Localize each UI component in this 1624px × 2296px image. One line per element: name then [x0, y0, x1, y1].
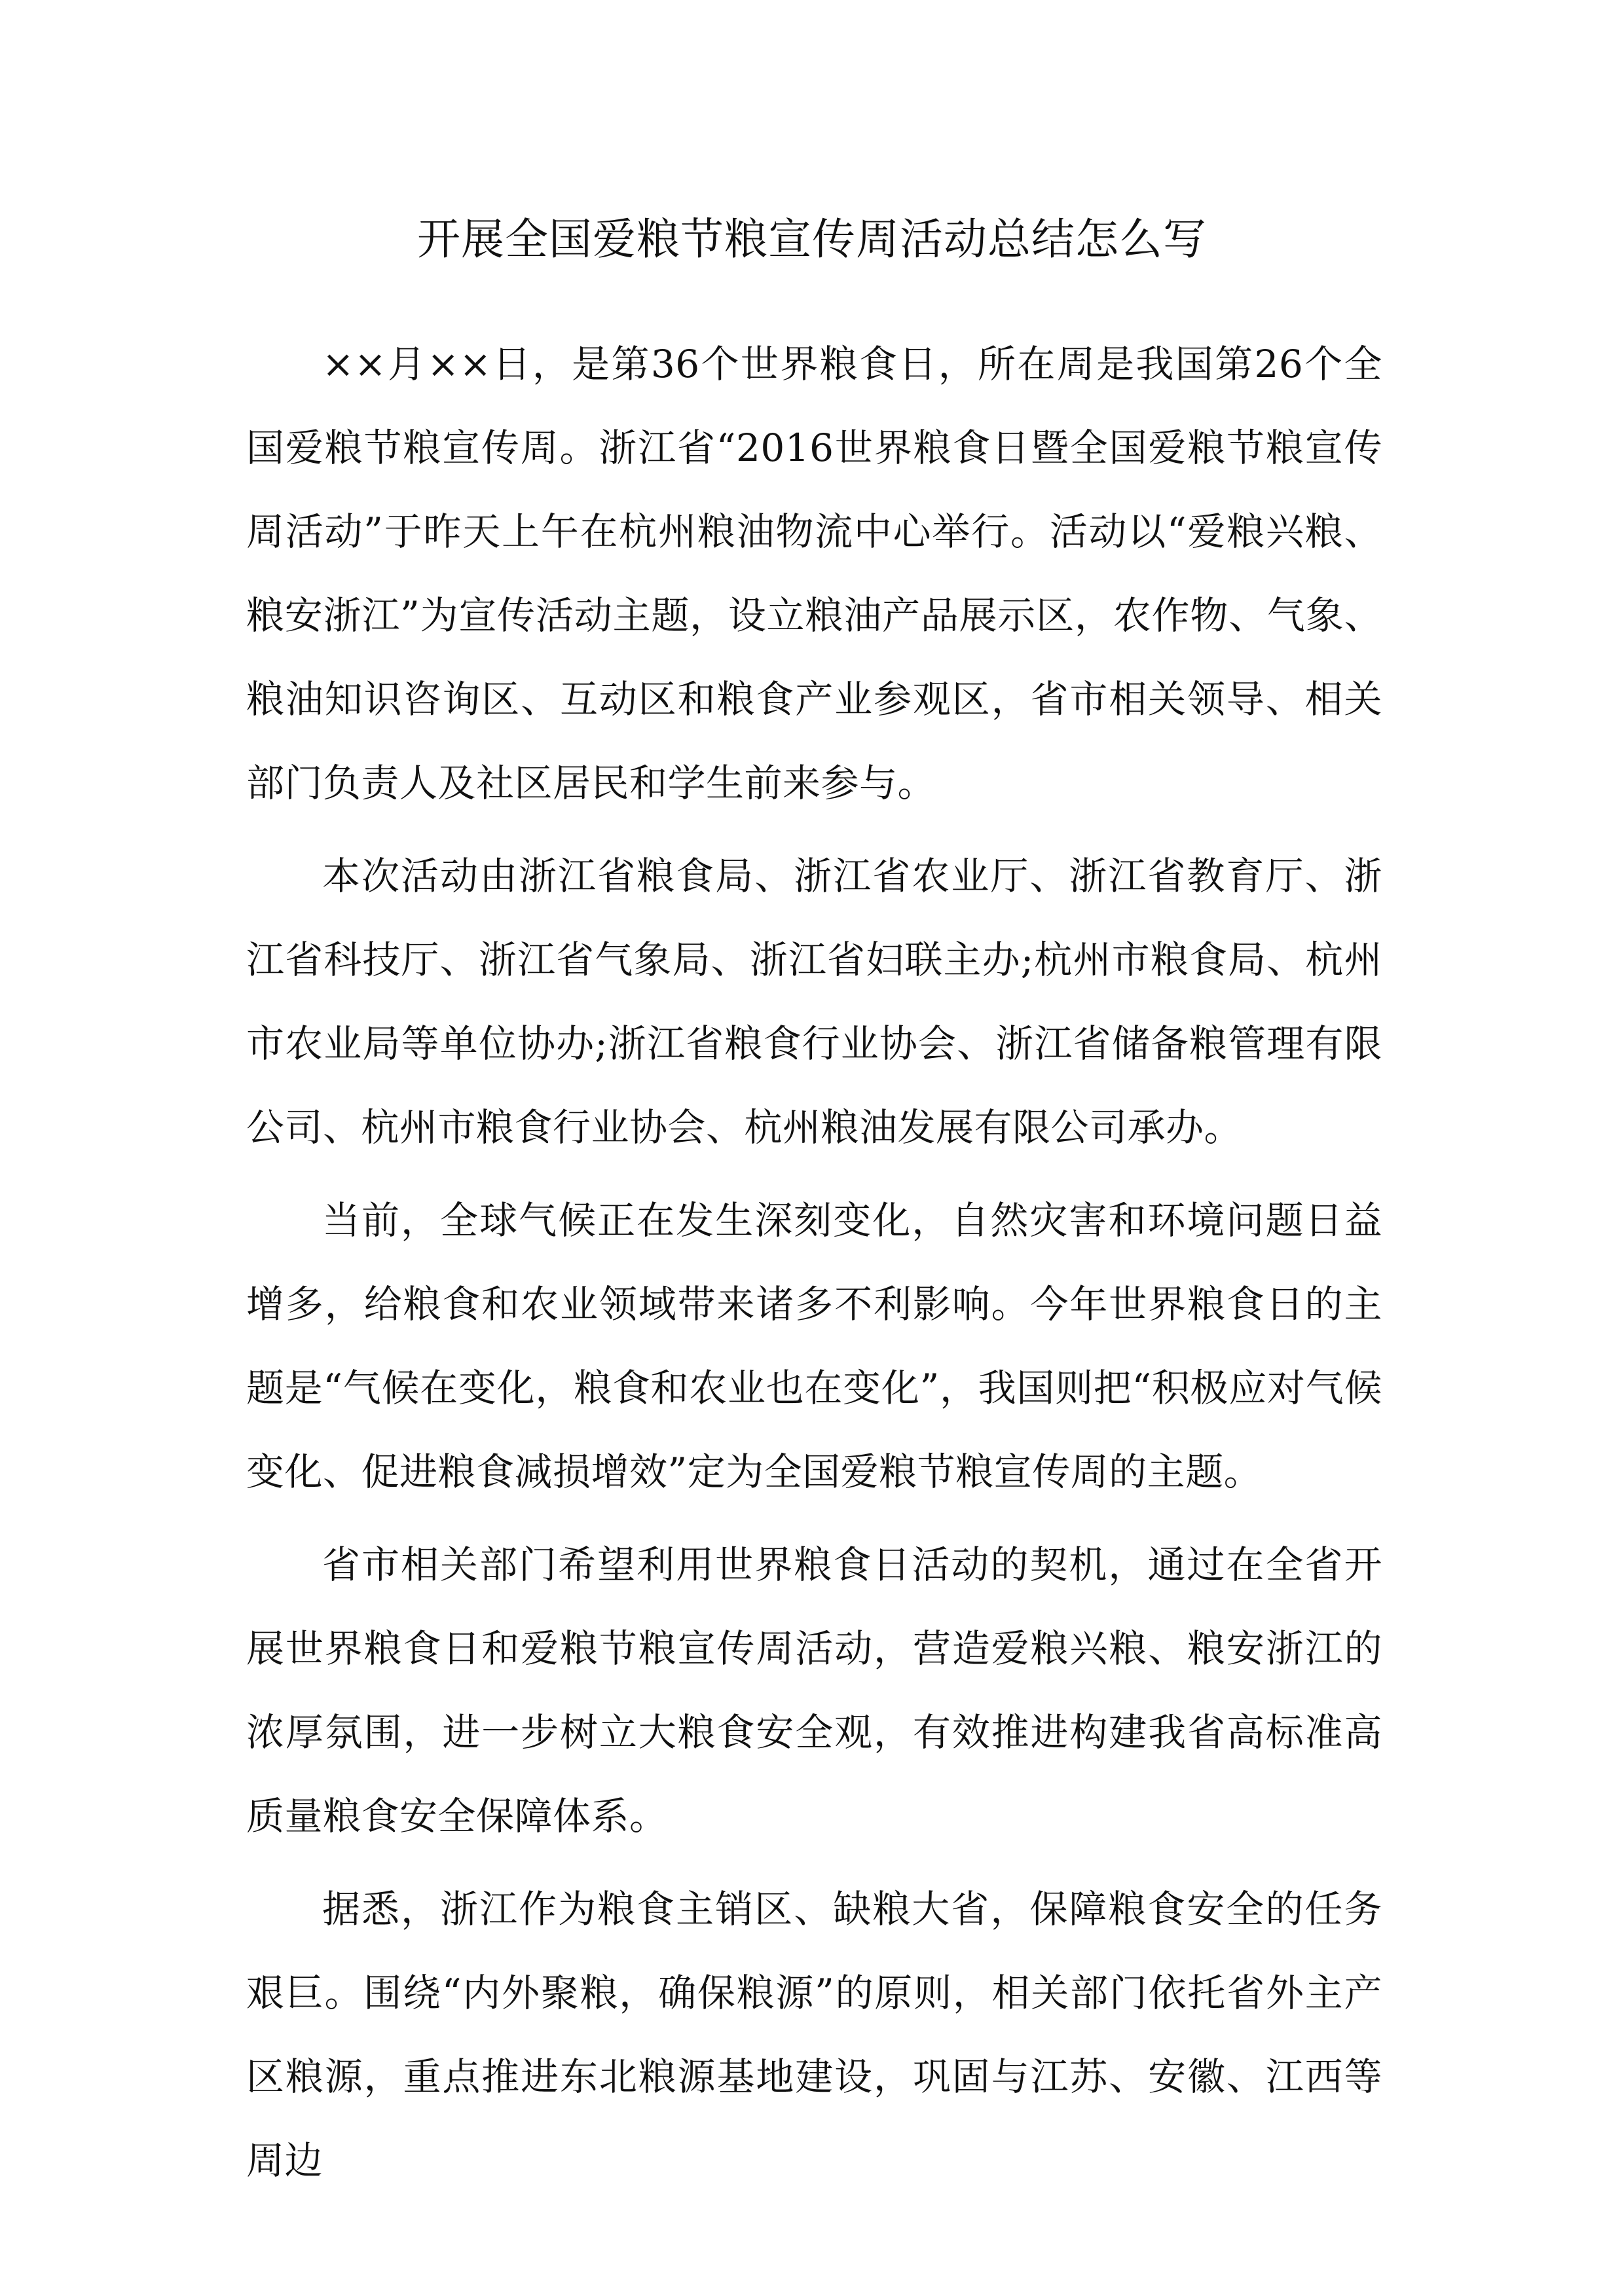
paragraph-2: 本次活动由浙江省粮食局、浙江省农业厅、浙江省教育厅、浙江省科技厅、浙江省气象局、浙江省妇联主办;杭州市粮食局、杭州市农业局等单位协办;浙江省粮食行业协会、浙江省储备粮管理有限公司、杭州市粮食行业协会、杭州粮油发展有限公司承办。 — [246, 854, 1382, 1150]
paragraph-5: 据悉，浙江作为粮食主销区、缺粮大省，保障粮食安全的任务艰巨。围绕“内外聚粮，确保粮源”的原则，相关部门依托省外主产区粮源，重点推进东北粮源基地建设，巩固与江苏、安徽、江西等周边 — [246, 1887, 1382, 2183]
paragraph-4: 省市相关部门希望利用世界粮食日活动的契机，通过在全省开展世界粮食日和爱粮节粮宣传周活动，营造爱粮兴粮、粮安浙江的浓厚氛围，进一步树立大粮食安全观，有效推进构建我省高标准高质量粮食安全保障体系。 — [246, 1542, 1382, 1838]
paragraph-1: ××月××日，是第36个世界粮食日，所在周是我国第26个全国爱粮节粮宣传周。浙江省“2016世界粮食日暨全国爱粮节粮宣传周活动”于昨天上午在杭州粮油物流中心举行。活动以“爱粮兴粮、粮安浙江”为宣传活动主题，设立粮油产品展示区，农作物、气象、粮油知识咨询区、互动区和粮食产业参观区，省市相关领导、相关部门负责人及社区居民和学生前来参与。 — [246, 342, 1382, 805]
paragraph-3: 当前，全球气候正在发生深刻变化，自然灾害和环境问题日益增多，给粮食和农业领域带来诸多不利影响。今年世界粮食日的主题是“气候在变化，粮食和农业也在变化”，我国则把“积极应对气候变化、促进粮食减损增效”定为全国爱粮节粮宣传周的主题。 — [246, 1198, 1382, 1494]
document-title: 开展全国爱粮节粮宣传周活动总结怎么写 — [417, 214, 1207, 264]
document-body — [246, 322, 1382, 2212]
